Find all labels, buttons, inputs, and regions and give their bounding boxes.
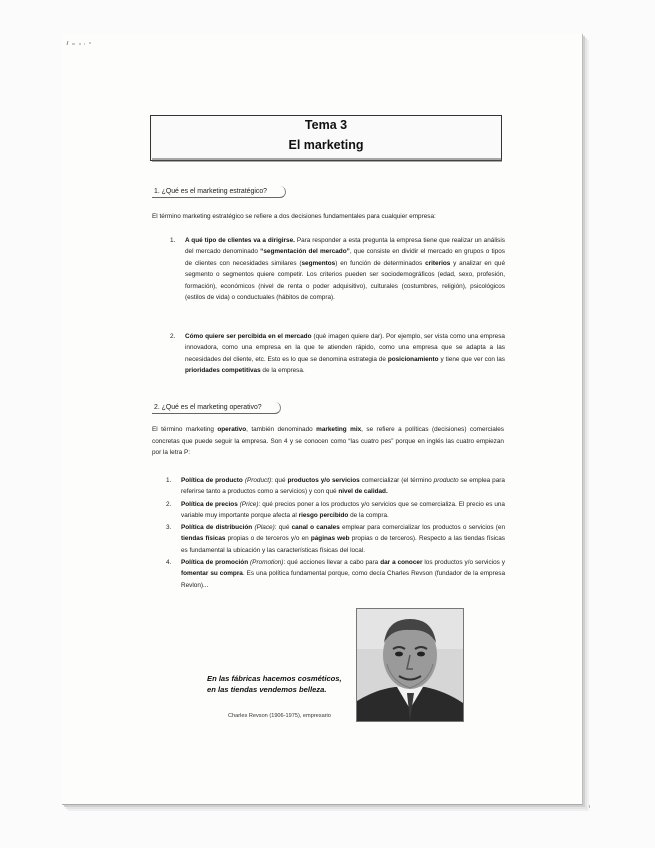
page-edge-bottom — [70, 805, 590, 808]
section-1-item-2: 2. Cómo quiere ser percibida en el mercado (qué imagen quiere dar). Por ejemplo, ser vista como una empresa innovadora, como una empresa en la que te atienden rápido, como una empresa que se adapta a las necesidades del cliente, etc. Esto es lo que se denomina estrategia de posicionamiento y tiene que ver con las prioridades competitivas de la empresa. — [170, 333, 505, 375]
title-box — [150, 115, 502, 161]
quote-line-1: En las fábricas hacemos cosméticos, — [207, 674, 342, 683]
item-number: 4. — [166, 559, 172, 566]
topic-number: Tema 3 — [304, 118, 348, 132]
portrait-photo — [356, 608, 464, 722]
portrait-illustration — [357, 609, 463, 721]
item-number: 3. — [166, 524, 172, 531]
section-2-item-3: 3. Política de distribución (Place): qué canal o canales emplear para comercializar los productos o servicios (en tiendas físicas propias o de terceros y/o en páginas web propias o de terceros). Respecto a las tiendas físicas es fundamental la ubicación y las características físicas del local. — [166, 524, 505, 554]
quote-line-2: en las tiendas vendemos belleza. — [207, 684, 327, 694]
page-title: El marketing — [288, 138, 364, 152]
title-box-shadow — [152, 158, 502, 162]
section-1-item-1: 1. A qué tipo de clientes va a dirigirse. Para responder a esta pregunta la empresa tiene que realizar un análisis del mercado denominado “segmentación del mercado”, que consiste en dividir el mercado en grupos o tipos de clientes con necesidades similares (segmentos) en función de determinados criterios y analizar en qué segmento o segmentos quiere competir. Los criterios pueden ser sociodemográficos (edad, sexo, profesión, formación), económicos (nivel de renta o poder adquisitivo), culturales (costumbres, religión), psicológicos (estilos de vida) o conductuales (hábitos de compra). — [170, 237, 505, 302]
section-2-intro: El término marketing operativo, también denominado marketing mix, se refiere a políticas (decisiones) comerciales concretas que puede seguir la empresa. Son 4 y se conocen como “las cuatro pes” porque en inglés las cuatro empiezan por la letra P: — [152, 426, 504, 457]
quote — [207, 674, 342, 695]
item-number: 2. — [170, 333, 176, 340]
section-2-item-2: 2. Política de precios (Price): qué precios poner a los productos y/o servicios que se comercializa. El precio es una variable muy importante porque afecta al riesgo percibido de la compra. — [166, 501, 505, 520]
page-edge-right — [583, 40, 586, 808]
section-2-item-1: 1. Política de producto (Product): qué productos y/o servicios comercializar (el término producto se emplea para referirse tanto a productos como a servicios) y con qué nivel de calidad. — [166, 477, 505, 496]
scan-mark — [66, 40, 96, 46]
section-1-intro: El término marketing estratégico se refiere a dos decisiones fundamentales para cualquier empresa: — [152, 213, 436, 220]
photo-caption: Charles Revson (1906-1975), empresario — [228, 713, 331, 719]
section-2-heading: 2. ¿Qué es el marketing operativo? — [152, 402, 281, 414]
section-2-item-4: 4. Política de promoción (Promotion): qué acciones llevar a cabo para dar a conocer los productos y/o servicios y fomentar su compra. Es una política fundamental porque, como decía Charles Revson (fundador de la empresa Revlon)... — [166, 559, 506, 589]
section-1-heading: 1. ¿Qué es el marketing estratégico? — [152, 186, 286, 198]
item-number: 1. — [166, 477, 172, 484]
item-number: 1. — [170, 237, 176, 244]
item-number: 2. — [166, 501, 172, 508]
